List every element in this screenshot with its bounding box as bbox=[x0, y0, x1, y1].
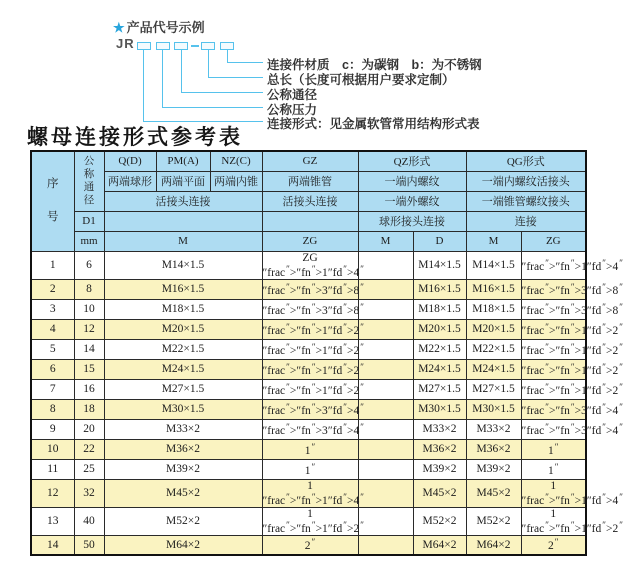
code-dash bbox=[191, 45, 199, 47]
cell-qz_m bbox=[358, 359, 413, 379]
cell-qz_m bbox=[358, 299, 413, 319]
cell-gz: 1″ bbox=[262, 439, 358, 459]
table-row bbox=[31, 419, 586, 439]
nut-connection-table bbox=[30, 150, 623, 556]
header-col-qz: QZ形式 bbox=[358, 151, 466, 171]
cell-m: M33×2 bbox=[104, 419, 262, 439]
header-col-gz: GZ bbox=[262, 151, 358, 171]
cell-mm: 8 bbox=[74, 279, 104, 299]
header-blank-1 bbox=[104, 211, 262, 231]
connector-line bbox=[162, 50, 163, 107]
cell-qz_m bbox=[358, 419, 413, 439]
cell-m: M52×2 bbox=[104, 507, 262, 535]
table-title: 螺母连接形式参考表 bbox=[27, 125, 243, 149]
cell-qg_zg: ″frac″>″fn″>1″fd″>2″ bbox=[521, 319, 586, 339]
cell-qg_m: M16×1.5 bbox=[466, 279, 521, 299]
cell-m: M14×1.5 bbox=[104, 251, 262, 279]
cell-m: M18×1.5 bbox=[104, 299, 262, 319]
cell-qz_m bbox=[358, 439, 413, 459]
cell-qz_d: M24×1.5 bbox=[413, 359, 466, 379]
cell-gz: ″frac″>″fn″>1″fd″>2″ bbox=[262, 359, 358, 379]
code-box-3 bbox=[174, 42, 188, 50]
cell-gz: 1 ″frac″>″fn″>1″fd″>4″ bbox=[262, 479, 364, 507]
header-nz-sub: 两端内锥 bbox=[210, 171, 262, 191]
cell-mm: 10 bbox=[74, 299, 104, 319]
cell-mm: 14 bbox=[74, 339, 104, 359]
connector-line bbox=[227, 62, 263, 63]
cell-qz_m bbox=[358, 399, 413, 419]
cell-qg_m: M22×1.5 bbox=[466, 339, 521, 359]
header-qg-m: M bbox=[466, 231, 521, 251]
cell-m: M24×1.5 bbox=[104, 359, 262, 379]
cell-qz_d: M27×1.5 bbox=[413, 379, 466, 399]
cell-qg_m: M64×2 bbox=[466, 535, 521, 555]
table-row bbox=[31, 279, 586, 299]
cell-qz_d: M36×2 bbox=[413, 439, 466, 459]
cell-gz: ″frac″>″fn″>1″fd″>2″ bbox=[262, 319, 358, 339]
table-row bbox=[31, 299, 586, 319]
code-box-4 bbox=[201, 42, 215, 50]
table-body bbox=[31, 251, 623, 555]
header-qz-d: D bbox=[413, 231, 466, 251]
diagram-label-diameter: 公称通径 bbox=[267, 88, 318, 102]
cell-m: M20×1.5 bbox=[104, 319, 262, 339]
header-col-pm: PM(A) bbox=[156, 151, 210, 171]
cell-qg_m: M33×2 bbox=[466, 419, 521, 439]
header-col-nz: NZ(C) bbox=[210, 151, 262, 171]
header-m-span: M bbox=[104, 231, 262, 251]
cell-qz_m bbox=[358, 479, 413, 507]
cell-seq: 2 bbox=[31, 279, 74, 299]
table-row bbox=[31, 399, 586, 419]
cell-m: M27×1.5 bbox=[104, 379, 262, 399]
cell-qz_d: M39×2 bbox=[413, 459, 466, 479]
cell-qz_d: M30×1.5 bbox=[413, 399, 466, 419]
cell-m: M22×1.5 bbox=[104, 339, 262, 359]
cell-qz_d: M64×2 bbox=[413, 535, 466, 555]
header-zg-gz: ZG bbox=[262, 231, 358, 251]
header-union-conn: 活接头连接 bbox=[104, 191, 262, 211]
header-gz-sub: 两端锥管 bbox=[262, 171, 358, 191]
cell-qz_d: M18×1.5 bbox=[413, 299, 466, 319]
cell-qg_zg: 1″ bbox=[521, 459, 586, 479]
header-col-q: Q(D) bbox=[104, 151, 156, 171]
code-box-2 bbox=[156, 42, 170, 50]
cell-qg_m: M30×1.5 bbox=[466, 399, 521, 419]
header-mm: mm bbox=[74, 231, 104, 251]
header-pm-sub: 两端平面 bbox=[156, 171, 210, 191]
header-qz-sub1: 一端内螺纹 bbox=[358, 171, 466, 191]
header-qg-sub2: 一端锥管螺纹接头 bbox=[466, 191, 586, 211]
cell-gz: ″frac″>″fn″>1″fd″>2″ bbox=[262, 339, 358, 359]
header-row-3 bbox=[31, 191, 586, 211]
cell-m: M39×2 bbox=[104, 459, 262, 479]
diagram-label-length: 总长（长度可根据用户要求定制） bbox=[267, 73, 455, 87]
cell-qz_d: M22×1.5 bbox=[413, 339, 466, 359]
cell-qg_zg: 1 ″frac″>″fn″>1″fd″>2″ bbox=[521, 507, 623, 535]
table-row bbox=[31, 535, 586, 555]
cell-gz: ″frac″>″fn″>3″fd″>4″ bbox=[262, 419, 358, 439]
code-box-1 bbox=[137, 42, 151, 50]
cell-mm: 20 bbox=[74, 419, 104, 439]
connector-line bbox=[162, 107, 263, 108]
cell-qz_m bbox=[358, 279, 413, 299]
cell-mm: 12 bbox=[74, 319, 104, 339]
cell-qg_m: M24×1.5 bbox=[466, 359, 521, 379]
cell-qg_m: M45×2 bbox=[466, 479, 521, 507]
header-gz-conn: 活接头连接 bbox=[262, 191, 358, 211]
cell-seq: 11 bbox=[31, 459, 74, 479]
cell-seq: 10 bbox=[31, 439, 74, 459]
diagram-label-pressure: 公称压力 bbox=[267, 103, 318, 117]
header-row-1 bbox=[31, 151, 586, 171]
cell-qg_m: M27×1.5 bbox=[466, 379, 521, 399]
cell-qz_m bbox=[358, 535, 413, 555]
header-qz-m: M bbox=[358, 231, 413, 251]
connector-line bbox=[181, 92, 263, 93]
header-diameter: 公称通径 bbox=[74, 151, 104, 211]
cell-qg_zg: 1″ bbox=[521, 439, 586, 459]
table-row bbox=[31, 379, 586, 399]
cell-qg_zg: ″frac″>″fn″>3″fd″>4″ bbox=[521, 399, 586, 419]
cell-m: M45×2 bbox=[104, 479, 262, 507]
cell-seq: 9 bbox=[31, 419, 74, 439]
cell-mm: 40 bbox=[74, 507, 104, 535]
cell-qg_m: M36×2 bbox=[466, 439, 521, 459]
cell-mm: 15 bbox=[74, 359, 104, 379]
header-qg-sub1: 一端内螺纹活接头 bbox=[466, 171, 586, 191]
connector-line bbox=[208, 50, 209, 77]
cell-qg_m: M14×1.5 bbox=[466, 251, 521, 279]
cell-qg_zg: ″frac″>″fn″>3″fd″>8″ bbox=[521, 279, 586, 299]
cell-seq: 4 bbox=[31, 319, 74, 339]
cell-mm: 32 bbox=[74, 479, 104, 507]
cell-qz_d: M16×1.5 bbox=[413, 279, 466, 299]
table-row bbox=[31, 507, 586, 535]
cell-qg_zg: ″frac″>″fn″>3″fd″>8″ bbox=[521, 299, 586, 319]
cell-qg_zg: ″frac″>″fn″>1″fd″>2″ bbox=[521, 379, 586, 399]
cell-gz: ″frac″>″fn″>3″fd″>8″ bbox=[262, 279, 358, 299]
product-code-heading bbox=[113, 17, 205, 36]
cell-m: M36×2 bbox=[104, 439, 262, 459]
cell-seq: 8 bbox=[31, 399, 74, 419]
header-d1: D1 bbox=[74, 211, 104, 231]
cell-seq: 5 bbox=[31, 339, 74, 359]
table-row bbox=[31, 479, 586, 507]
cell-gz: ″frac″>″fn″>3″fd″>4″ bbox=[262, 399, 358, 419]
header-row-5 bbox=[31, 231, 586, 251]
cell-seq: 7 bbox=[31, 379, 74, 399]
cell-m: M64×2 bbox=[104, 535, 262, 555]
cell-gz: 2″ bbox=[262, 535, 358, 555]
header-col-qg: QG形式 bbox=[466, 151, 586, 171]
product-code-heading-text: 产品代号示例 bbox=[126, 20, 205, 35]
cell-qg_zg: ″frac″>″fn″>1″fd″>2″ bbox=[521, 359, 586, 379]
cell-mm: 16 bbox=[74, 379, 104, 399]
header-qz-sub2: 一端外螺纹 bbox=[358, 191, 466, 211]
cell-qz_d: M52×2 bbox=[413, 507, 466, 535]
cell-gz: 1 ″frac″>″fn″>1″fd″>2″ bbox=[262, 507, 364, 535]
cell-qz_m bbox=[358, 507, 413, 535]
header-qg-zg: ZG bbox=[521, 231, 586, 251]
header-row-4 bbox=[31, 211, 586, 231]
table-row bbox=[31, 339, 586, 359]
cell-seq: 6 bbox=[31, 359, 74, 379]
cell-qz_m bbox=[358, 319, 413, 339]
code-box-5 bbox=[220, 42, 234, 50]
cell-seq: 14 bbox=[31, 535, 74, 555]
cell-gz: ZG ″frac″>″fn″>1″fd″>4″ bbox=[262, 251, 364, 279]
cell-qg_zg: ″frac″>″fn″>1″fd″>4″ bbox=[521, 251, 586, 279]
cell-qz_d: M20×1.5 bbox=[413, 319, 466, 339]
cell-gz: ″frac″>″fn″>3″fd″>8″ bbox=[262, 299, 358, 319]
cell-seq: 3 bbox=[31, 299, 74, 319]
cell-qz_d: M33×2 bbox=[413, 419, 466, 439]
cell-qz_d: M14×1.5 bbox=[413, 251, 466, 279]
connector-line bbox=[208, 77, 263, 78]
header-q-sub: 两端球形 bbox=[104, 171, 156, 191]
table-row bbox=[31, 439, 586, 459]
cell-seq: 12 bbox=[31, 479, 74, 507]
cell-gz: 1″ bbox=[262, 459, 358, 479]
cell-seq: 13 bbox=[31, 507, 74, 535]
header-seq: 序号 bbox=[31, 151, 74, 251]
cell-qg_m: M52×2 bbox=[466, 507, 521, 535]
header-qg-sub3: 连接 bbox=[466, 211, 586, 231]
cell-qg_m: M20×1.5 bbox=[466, 319, 521, 339]
table-row bbox=[31, 251, 586, 279]
table-row bbox=[31, 359, 586, 379]
cell-m: M16×1.5 bbox=[104, 279, 262, 299]
cell-seq: 1 bbox=[31, 251, 74, 279]
cell-qg_zg: 2″ bbox=[521, 535, 586, 555]
connector-line bbox=[181, 50, 182, 92]
code-prefix: JR bbox=[116, 36, 135, 51]
cell-qz_m bbox=[358, 251, 413, 279]
cell-mm: 6 bbox=[74, 251, 104, 279]
header-row-2 bbox=[31, 171, 586, 191]
header-qz-sub3: 球形接头连接 bbox=[358, 211, 466, 231]
star-icon: ★ bbox=[113, 20, 125, 35]
connector-line bbox=[227, 50, 228, 62]
table-row bbox=[31, 459, 586, 479]
cell-m: M30×1.5 bbox=[104, 399, 262, 419]
cell-qg_m: M18×1.5 bbox=[466, 299, 521, 319]
diagram-label-connection: 连接形式：见金属软管常用结构形式表 bbox=[267, 117, 480, 131]
cell-qz_m bbox=[358, 459, 413, 479]
cell-qg_zg: ″frac″>″fn″>3″fd″>4″ bbox=[521, 419, 586, 439]
cell-mm: 18 bbox=[74, 399, 104, 419]
cell-qz_m bbox=[358, 379, 413, 399]
table-row bbox=[31, 319, 586, 339]
cell-gz: ″frac″>″fn″>1″fd″>2″ bbox=[262, 379, 358, 399]
cell-qz_m bbox=[358, 339, 413, 359]
header-blank-2 bbox=[262, 211, 358, 231]
cell-qz_d: M45×2 bbox=[413, 479, 466, 507]
cell-qg_zg: ″frac″>″fn″>1″fd″>2″ bbox=[521, 339, 586, 359]
diagram-label-material: 连接件材质 c：为碳钢 b：为不锈钢 bbox=[267, 58, 482, 72]
connector-line bbox=[143, 50, 144, 121]
cell-mm: 25 bbox=[74, 459, 104, 479]
cell-qg_m: M39×2 bbox=[466, 459, 521, 479]
cell-qg_zg: 1 ″frac″>″fn″>1″fd″>4″ bbox=[521, 479, 623, 507]
cell-mm: 22 bbox=[74, 439, 104, 459]
cell-mm: 50 bbox=[74, 535, 104, 555]
